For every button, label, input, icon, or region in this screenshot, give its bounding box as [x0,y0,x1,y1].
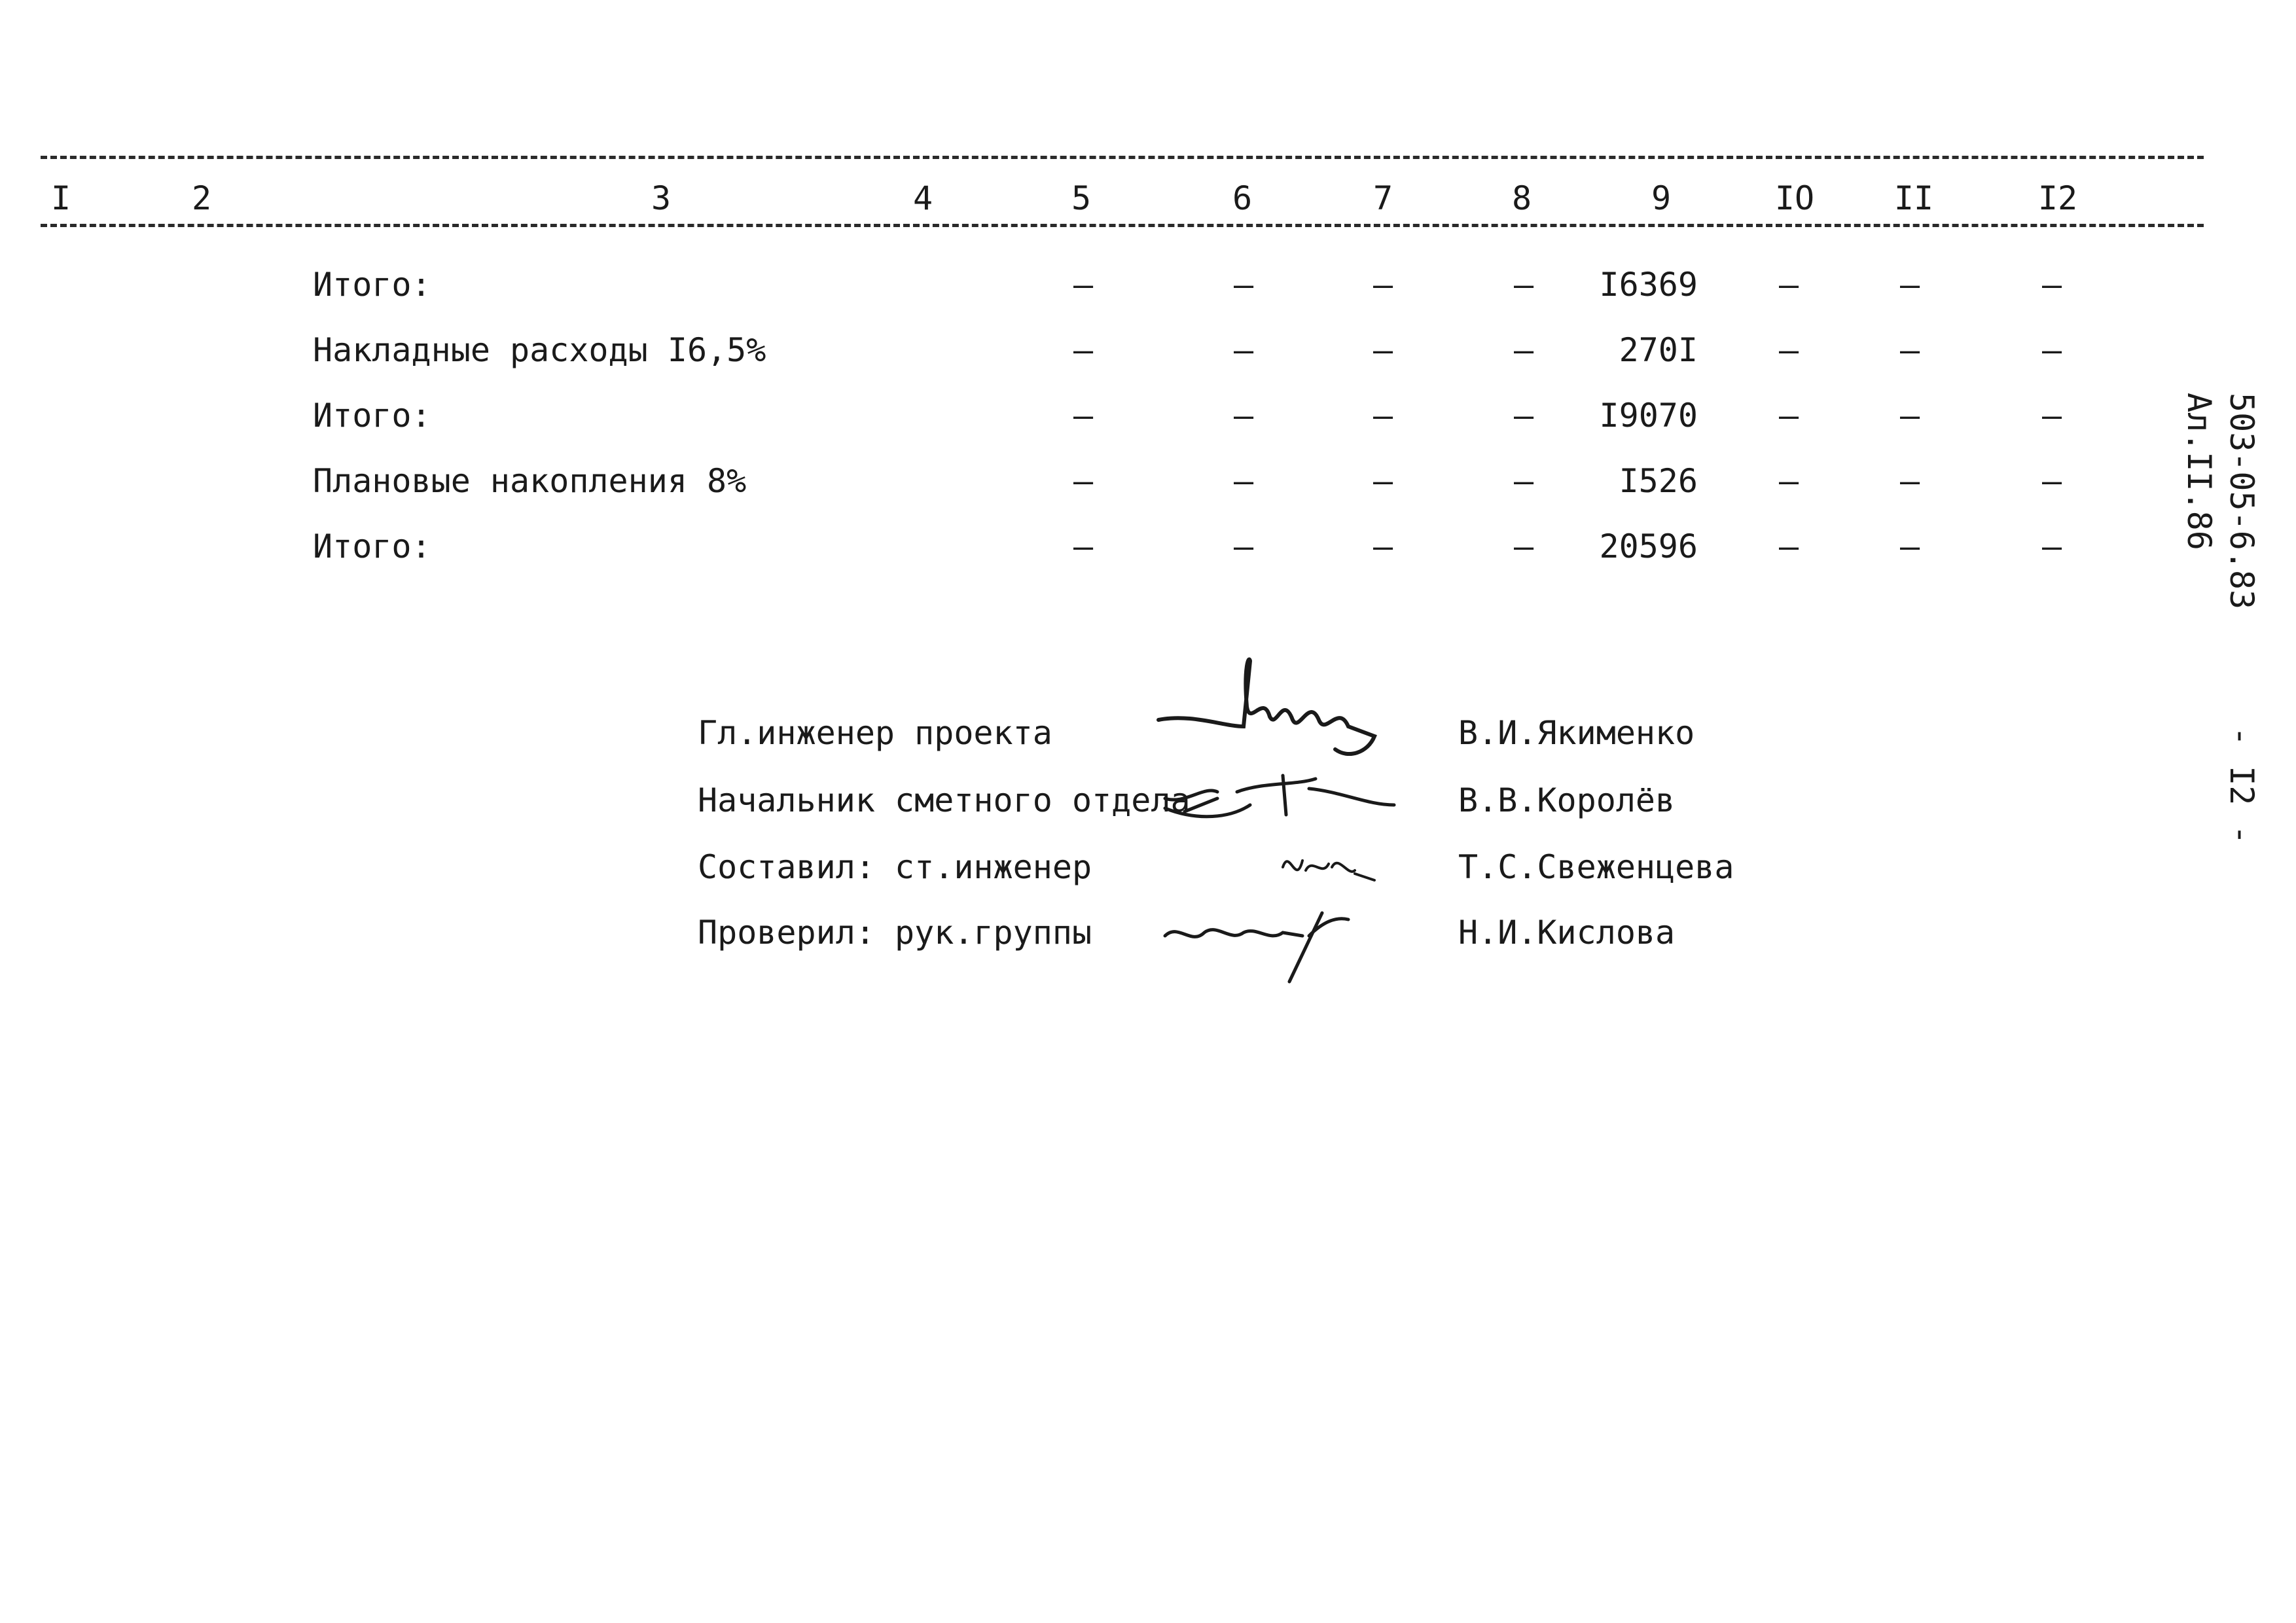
cell-col9: I9070 [1599,397,1698,435]
signature-name: Т.С.Свеженцева [1458,848,1734,886]
album-reference: Ал.II.86 [2180,393,2218,550]
cell-col11: – [1899,397,1920,435]
signature-name: В.И.Якименко [1458,714,1695,752]
row-label: Итого: [313,527,431,565]
column-header-5: 5 [1071,179,1092,217]
cell-col12: – [2041,266,2062,304]
cell-col9: 20596 [1599,527,1698,565]
cell-col11: – [1899,462,1920,500]
column-header-2: 2 [191,179,212,217]
cell-col7: – [1372,462,1393,500]
signature-name: Н.И.Кислова [1458,914,1676,952]
signature-role: Составил: ст.инженер [698,848,1092,886]
cell-col8: – [1513,527,1534,565]
cell-col5: – [1073,462,1094,500]
cell-col12: – [2041,397,2062,435]
signature-role: Гл.инженер проекта [698,714,1052,752]
column-header-7: 7 [1372,179,1393,217]
column-header-9: 9 [1651,179,1672,217]
cell-col10: – [1778,462,1799,500]
table-top-rule [41,156,2204,159]
column-header-6: 6 [1232,179,1253,217]
cell-col7: – [1372,331,1393,369]
table-header-rule [41,224,2204,227]
row-label: Накладные расходы I6,5% [313,331,766,369]
cell-col10: – [1778,527,1799,565]
cell-col6: – [1233,527,1254,565]
cell-col6: – [1233,462,1254,500]
cell-col8: – [1513,462,1534,500]
signature-role: Проверил: рук.группы [698,914,1092,952]
cell-col9: I526 [1619,462,1698,500]
row-label: Итого: [313,397,431,435]
cell-col5: – [1073,266,1094,304]
cell-col6: – [1233,331,1254,369]
column-header-11: II [1893,179,1934,217]
cell-col8: – [1513,331,1534,369]
cell-col7: – [1372,397,1393,435]
cell-col7: – [1372,527,1393,565]
column-header-4: 4 [912,179,933,217]
cell-col6: – [1233,397,1254,435]
cell-col12: – [2041,527,2062,565]
row-label: Плановые накопления 8% [313,462,747,500]
document-code: 503-05-6.83 [2223,393,2261,610]
cell-col5: – [1073,527,1094,565]
handwritten-signature [1158,887,1374,991]
column-header-12: I2 [2037,179,2078,217]
column-header-8: 8 [1511,179,1532,217]
cell-col11: – [1899,331,1920,369]
column-header-1: I [50,179,71,217]
signature-role: Начальник сметного отдела [698,781,1191,819]
cell-col10: – [1778,397,1799,435]
cell-col11: – [1899,266,1920,304]
cell-col8: – [1513,397,1534,435]
handwritten-signature [1145,759,1433,831]
cell-col5: – [1073,331,1094,369]
row-label: Итого: [313,266,431,304]
cell-col12: – [2041,462,2062,500]
cell-col9: 270I [1619,331,1698,369]
cell-col12: – [2041,331,2062,369]
signature-name: В.В.Королёв [1458,781,1676,819]
cell-col8: – [1513,266,1534,304]
cell-col5: – [1073,397,1094,435]
page-number: - I2 - [2223,726,2261,845]
cell-col6: – [1233,266,1254,304]
column-header-3: 3 [651,179,672,217]
cell-col9: I6369 [1599,266,1698,304]
cell-col10: – [1778,331,1799,369]
column-header-10: IO [1774,179,1815,217]
cell-col10: – [1778,266,1799,304]
cell-col7: – [1372,266,1393,304]
cell-col11: – [1899,527,1920,565]
